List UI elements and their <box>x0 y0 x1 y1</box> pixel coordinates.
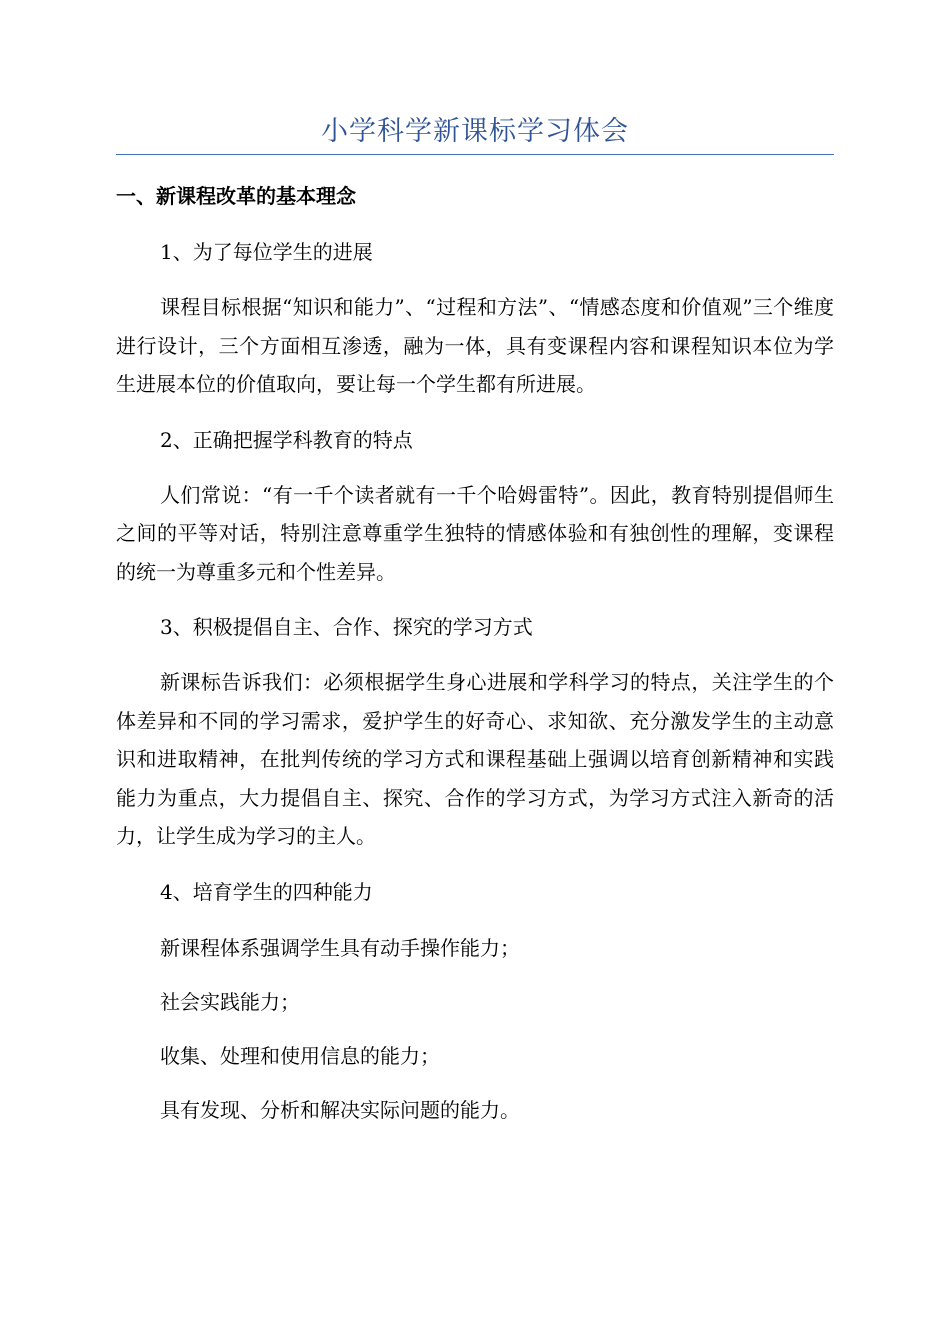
document-title: 小学科学新课标学习体会 <box>321 116 629 147</box>
item-paragraph-1: 课程目标根据“知识和能力”、“过程和方法”、“情感态度和价值观”三个维度进行设计，三个方面相互渗透，融为一体，具有变课程内容和课程知识本位为学生进展本位的价值取向，要让每一个学生都有所进展。 <box>116 295 834 396</box>
item-heading-4: 4、培育学生的四种能力 <box>160 879 373 904</box>
item-paragraph-2: 人们常说：“有一千个读者就有一千个哈姆雷特”。因此，教育特别提倡师生之间的平等对话，特别注意尊重学生独特的情感体验和有独创性的理解，变课程的统一为尊重多元和个性差异。 <box>116 482 834 584</box>
ability-line-1: 新课程体系强调学生具有动手操作能力； <box>160 935 520 960</box>
ability-line-2: 社会实践能力； <box>160 989 300 1014</box>
item-paragraph-3: 新课标告诉我们：必须根据学生身心进展和学科学习的特点，关注学生的个体差异和不同的学习需求，爱护学生的好奇心、求知欲、充分激发学生的主动意识和进取精神，在批判传统的学习方式和课程基础上强调以培育创新精神和实践能力为重点，大力提倡自主、探究、合作的学习方式，为学习方式注入新奇的活力，让学生成为学习的主人。 <box>116 670 834 848</box>
item-heading-2: 2、正确把握学科教育的特点 <box>160 427 413 452</box>
document-body <box>116 176 834 1144</box>
ability-line-3: 收集、处理和使用信息的能力； <box>160 1043 440 1068</box>
item-heading-1: 1、为了每位学生的进展 <box>160 240 373 264</box>
item-heading-3: 3、积极提倡自主、合作、探究的学习方式 <box>160 615 533 639</box>
ability-line-4: 具有发现、分析和解决实际问题的能力。 <box>160 1097 520 1122</box>
title-underline <box>116 154 834 155</box>
section-heading: 一、新课程改革的基本理念 <box>116 184 356 208</box>
